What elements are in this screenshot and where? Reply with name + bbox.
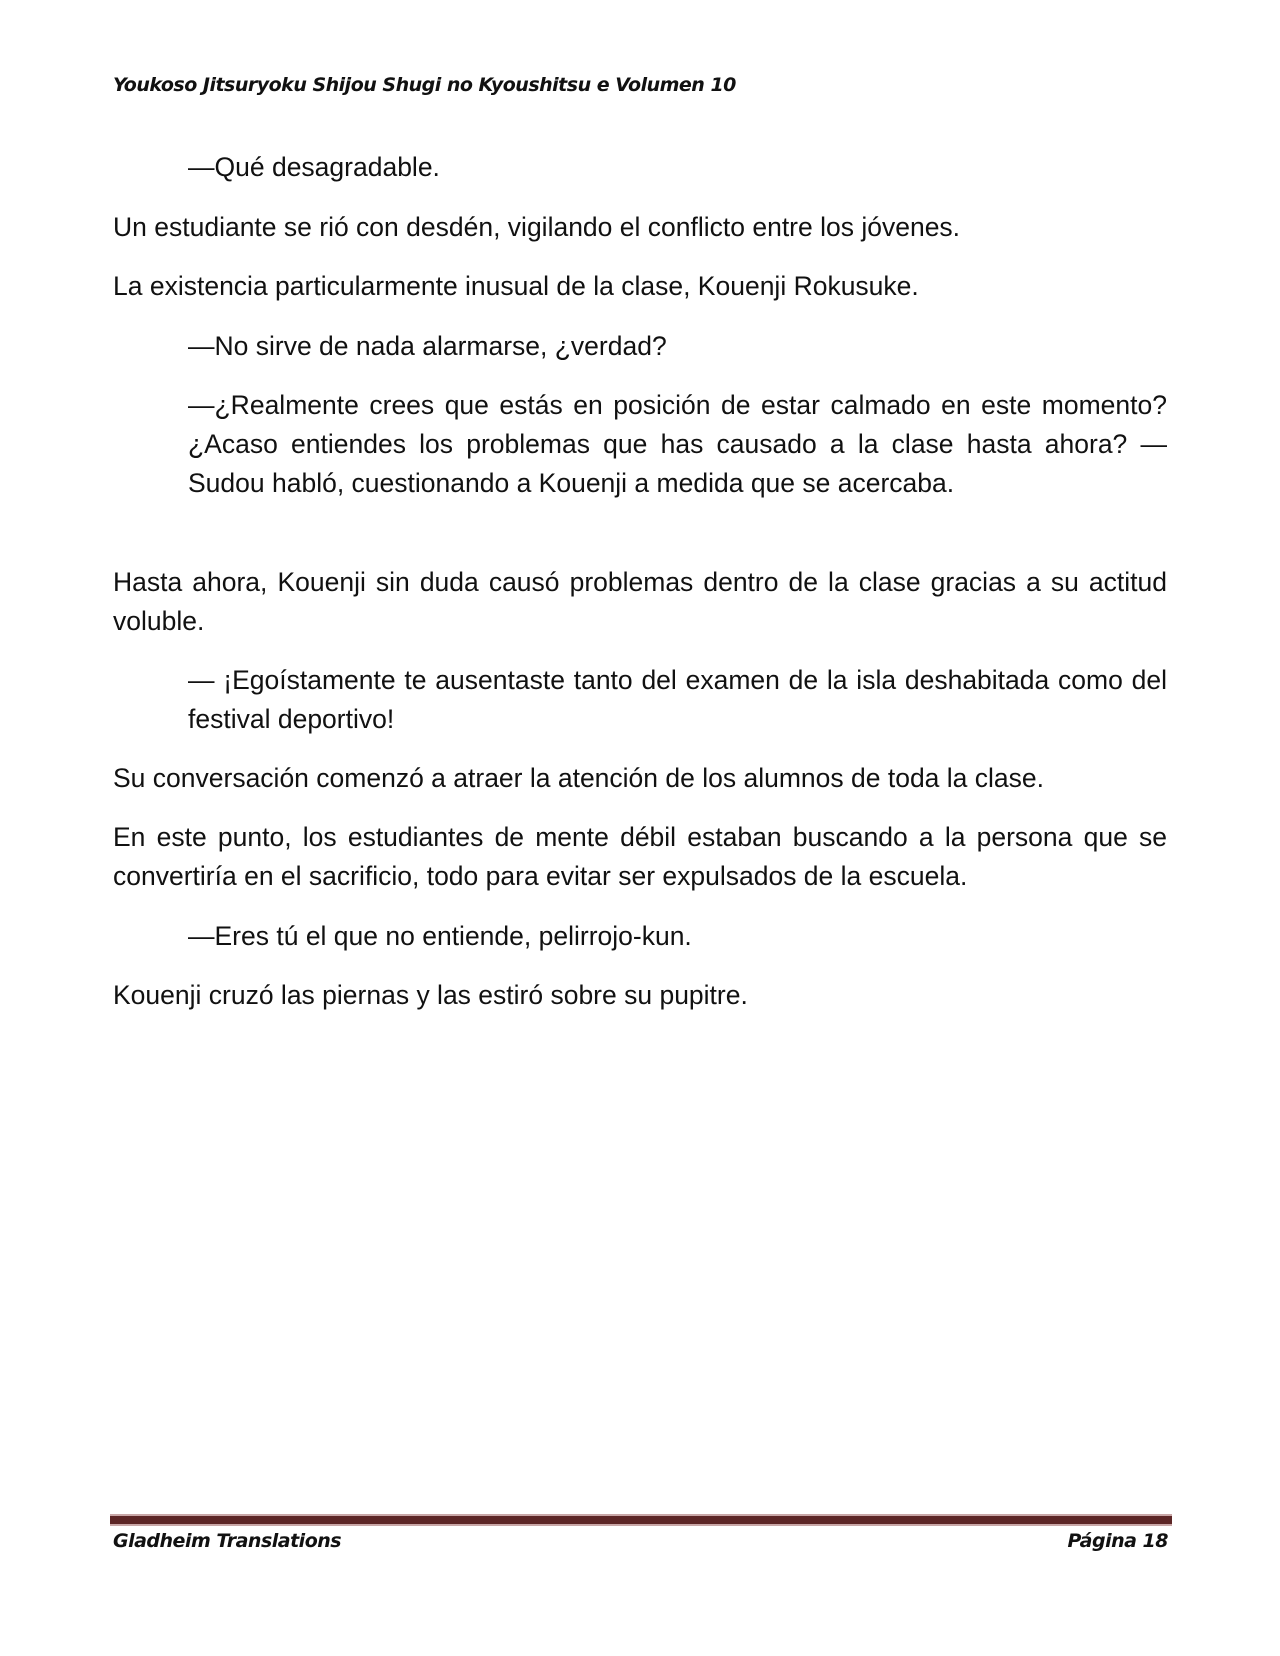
paragraph: —Qué desagradable. — [188, 152, 440, 182]
paragraph: En este punto, los estudiantes de mente débil estaban buscando a la persona que se convertiría en el sacrificio, todo para evitar ser expulsados de la escuela. — [113, 822, 1167, 891]
footer-credit: Gladheim Translations — [113, 1530, 342, 1552]
footer-divider — [110, 1514, 1172, 1526]
paragraph: Su conversación comenzó a atraer la atención de los alumnos de toda la clase. — [113, 763, 1044, 793]
paragraph: — ¡Egoístamente te ausentaste tanto del examen de la isla deshabitada como del festival deportivo! — [188, 665, 1167, 734]
paragraph: —No sirve de nada alarmarse, ¿verdad? — [188, 331, 667, 361]
running-header: Youkoso Jitsuryoku Shijou Shugi no Kyoushitsu e Volumen 10 — [113, 74, 736, 96]
page-number: Página 18 — [1067, 1530, 1168, 1552]
paragraph: —Eres tú el que no entiende, pelirrojo-kun. — [188, 921, 692, 951]
paragraph: —¿Realmente crees que estás en posición de estar calmado en este momento? ¿Acaso entiendes los problemas que has causado a la clase hasta ahora? —Sudou habló, cuestionando a Kouenji a medida que se acercaba. — [188, 390, 1167, 498]
paragraph: Kouenji cruzó las piernas y las estiró sobre su pupitre. — [113, 980, 748, 1010]
paragraph: Hasta ahora, Kouenji sin duda causó problemas dentro de la clase gracias a su actitud voluble. — [113, 567, 1167, 636]
paragraph: La existencia particularmente inusual de la clase, Kouenji Rokusuke. — [113, 271, 919, 301]
paragraph: Un estudiante se rió con desdén, vigilando el conflicto entre los jóvenes. — [113, 212, 961, 242]
